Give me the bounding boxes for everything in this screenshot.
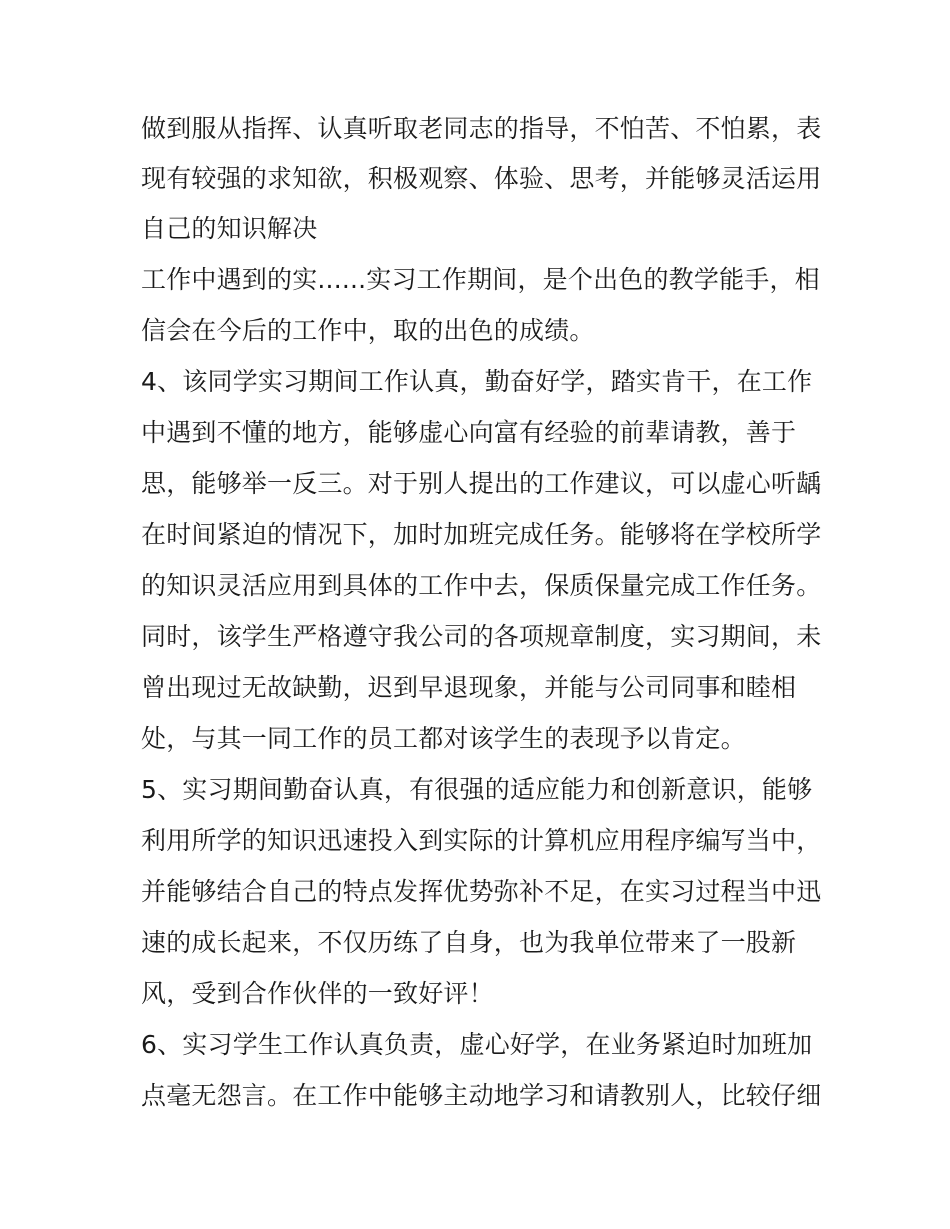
text-line: 自己的知识解决	[141, 214, 318, 243]
text-line: 中遇到不懂的地方，能够虚心向富有经验的前辈请教，善于	[141, 418, 797, 447]
text-line: 现有较强的求知欲，积极观察、体验、思考，并能够灵活运用	[141, 164, 822, 193]
text-line: 处，与其一同工作的员工都对该学生的表现予以肯定。	[141, 724, 746, 753]
text-line: 速的成长起来，不仅历练了自身，也为我单位带来了一股新	[141, 928, 797, 957]
text-line: 同时，该学生严格遵守我公司的各项规章制度，实习期间，未	[141, 622, 822, 651]
text-line: 思，能够举一反三。对于别人提出的工作建议，可以虚心听龋	[141, 469, 822, 498]
text-line: 做到服从指挥、认真听取老同志的指导，不怕苦、不怕累，表	[141, 114, 822, 143]
text-line: 在时间紧迫的情况下，加时加班完成任务。能够将在学校所学	[141, 520, 822, 549]
text-line: 利用所学的知识迅速投入到实际的计算机应用程序编写当中，	[141, 826, 822, 855]
text-line: 工作中遇到的实......实习工作期间，是个出色的教学能手，相	[141, 265, 820, 294]
text-line: 的知识灵活应用到具体的工作中去，保质保量完成工作任务。	[141, 571, 822, 600]
text-line: 风，受到合作伙伴的一致好评！	[141, 979, 494, 1008]
text-line: 5、实习期间勤奋认真，有很强的适应能力和创新意识，能够	[141, 775, 813, 804]
text-line: 点毫无怨言。在工作中能够主动地学习和请教别人，比较仔细	[141, 1081, 822, 1110]
text-line: 6、实习学生工作认真负责，虚心好学，在业务紧迫时加班加	[141, 1030, 813, 1059]
text-line: 4、该同学实习期间工作认真，勤奋好学，踏实肯干，在工作	[141, 367, 813, 396]
text-line: 信会在今后的工作中，取的出色的成绩。	[141, 316, 595, 345]
text-line: 曾出现过无故缺勤，迟到早退现象，并能与公司同事和睦相	[141, 673, 797, 702]
text-line: 并能够结合自己的特点发挥优势弥补不足，在实习过程当中迅	[141, 877, 822, 906]
